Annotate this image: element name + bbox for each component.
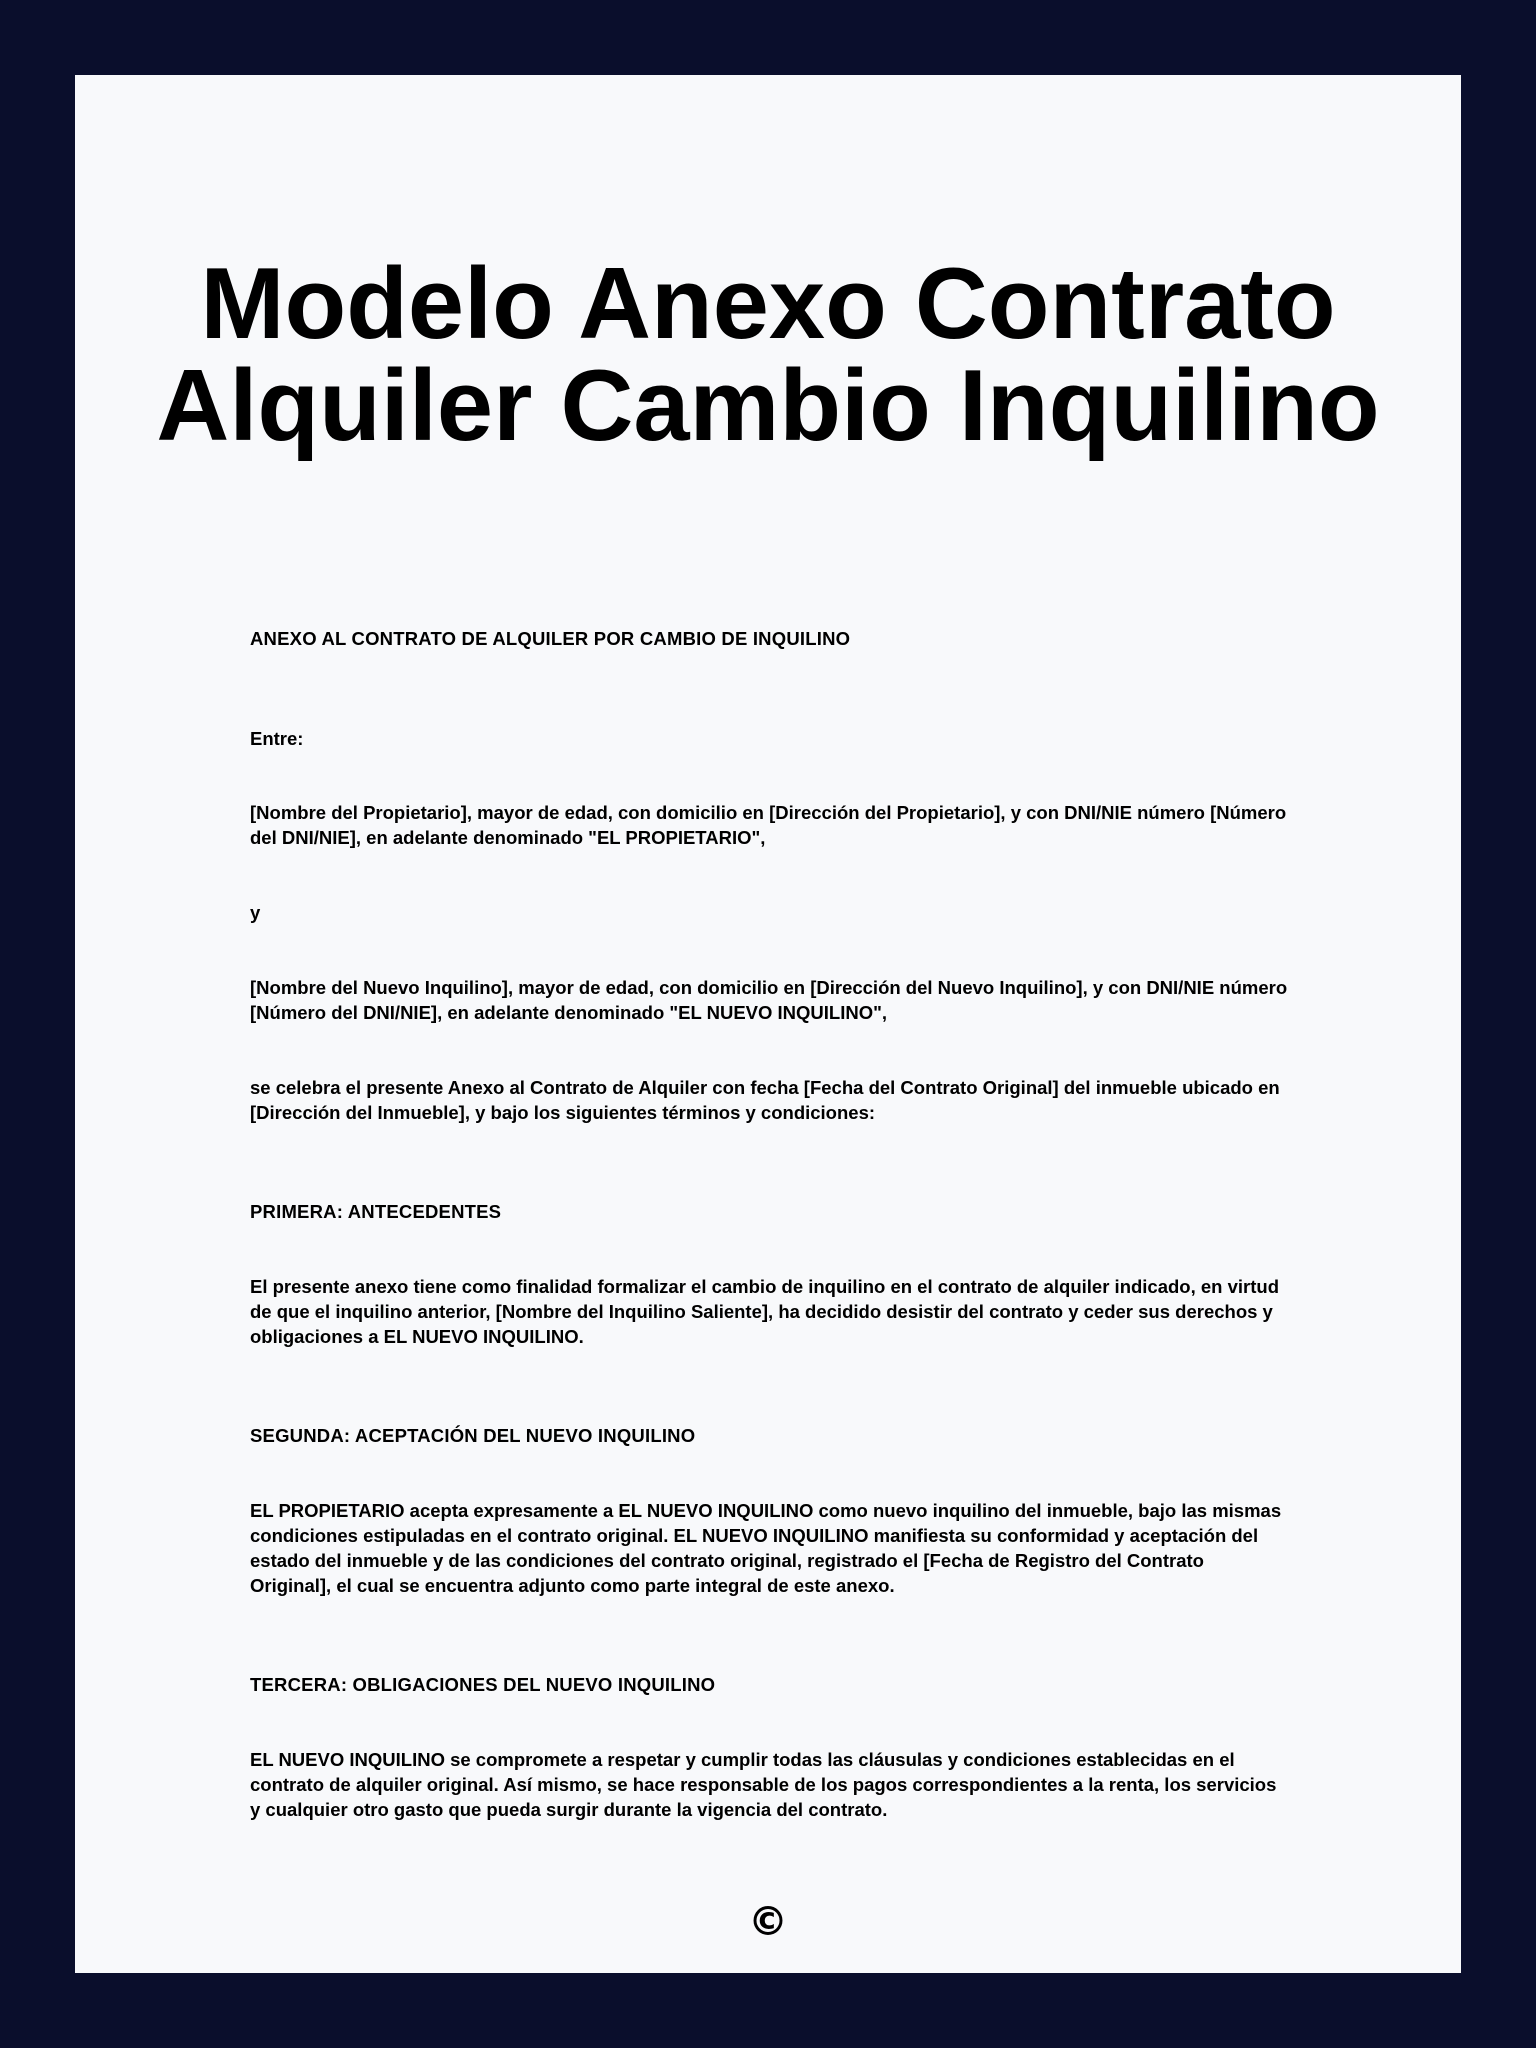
clause-1-title: PRIMERA: ANTECEDENTES xyxy=(250,1201,502,1222)
title-line-1: Modelo Anexo Contrato xyxy=(200,248,1336,360)
document-body xyxy=(250,548,1290,1822)
clause-2-title: SEGUNDA: ACEPTACIÓN DEL NUEVO INQUILINO xyxy=(250,1425,696,1446)
document-page xyxy=(75,75,1461,1973)
tenant-paragraph: [Nombre del Nuevo Inquilino], mayor de edad, con domicilio en [Dirección del Nuevo Inquilino], y con DNI/NIE número [Número del DNI/NIE], en adelante denominado "EL NUEVO INQUILINO", xyxy=(250,977,1288,1023)
intro-paragraph: se celebra el presente Anexo al Contrato de Alquiler con fecha [Fecha del Contrato Original] del inmueble ubicado en [Dirección del Inmueble], y bajo los siguientes términos y condiciones: xyxy=(250,1077,1280,1123)
document-heading: ANEXO AL CONTRATO DE ALQUILER POR CAMBIO DE INQUILINO xyxy=(250,628,851,649)
copyright-icon: © xyxy=(748,1899,788,1945)
parties-intro: Entre: xyxy=(250,728,304,749)
clause-3-text: EL NUEVO INQUILINO se compromete a respetar y cumplir todas las cláusulas y condiciones establecidas en el contrato de alquiler original. Así mismo, se hace responsable de los pagos correspondientes a la renta, los servicios y cualquier otro gasto que pueda surgir durante la vigencia del contrato. xyxy=(250,1749,1277,1820)
clause-3-title: TERCERA: OBLIGACIONES DEL NUEVO INQUILINO xyxy=(250,1674,716,1695)
title-line-2: Alquiler Cambio Inquilino xyxy=(156,350,1380,462)
clause-2-text: EL PROPIETARIO acepta expresamente a EL NUEVO INQUILINO como nuevo inquilino del inmueble, bajo las mismas condiciones estipuladas en el contrato original. EL NUEVO INQUILINO manifiesta su conformidad y aceptación del estado del inmueble y de las condiciones del contrato original, registrado el [Fecha de Registro del Contrato Original], el cual se encuentra adjunto como parte integral de este anexo. xyxy=(250,1500,1282,1596)
clause-1-text: El presente anexo tiene como finalidad formalizar el cambio de inquilino en el contrato de alquiler indicado, en virtud de que el inquilino anterior, [Nombre del Inquilino Saliente], ha decidido desistir del contrato y ceder sus derechos y obligaciones a EL NUEVO INQUILINO. xyxy=(250,1276,1280,1347)
page-title xyxy=(75,248,1461,462)
conjunction: y xyxy=(250,902,261,923)
owner-paragraph: [Nombre del Propietario], mayor de edad, con domicilio en [Dirección del Propietario], y con DNI/NIE número [Número del DNI/NIE], en adelante denominado "EL PROPIETARIO", xyxy=(250,802,1287,848)
